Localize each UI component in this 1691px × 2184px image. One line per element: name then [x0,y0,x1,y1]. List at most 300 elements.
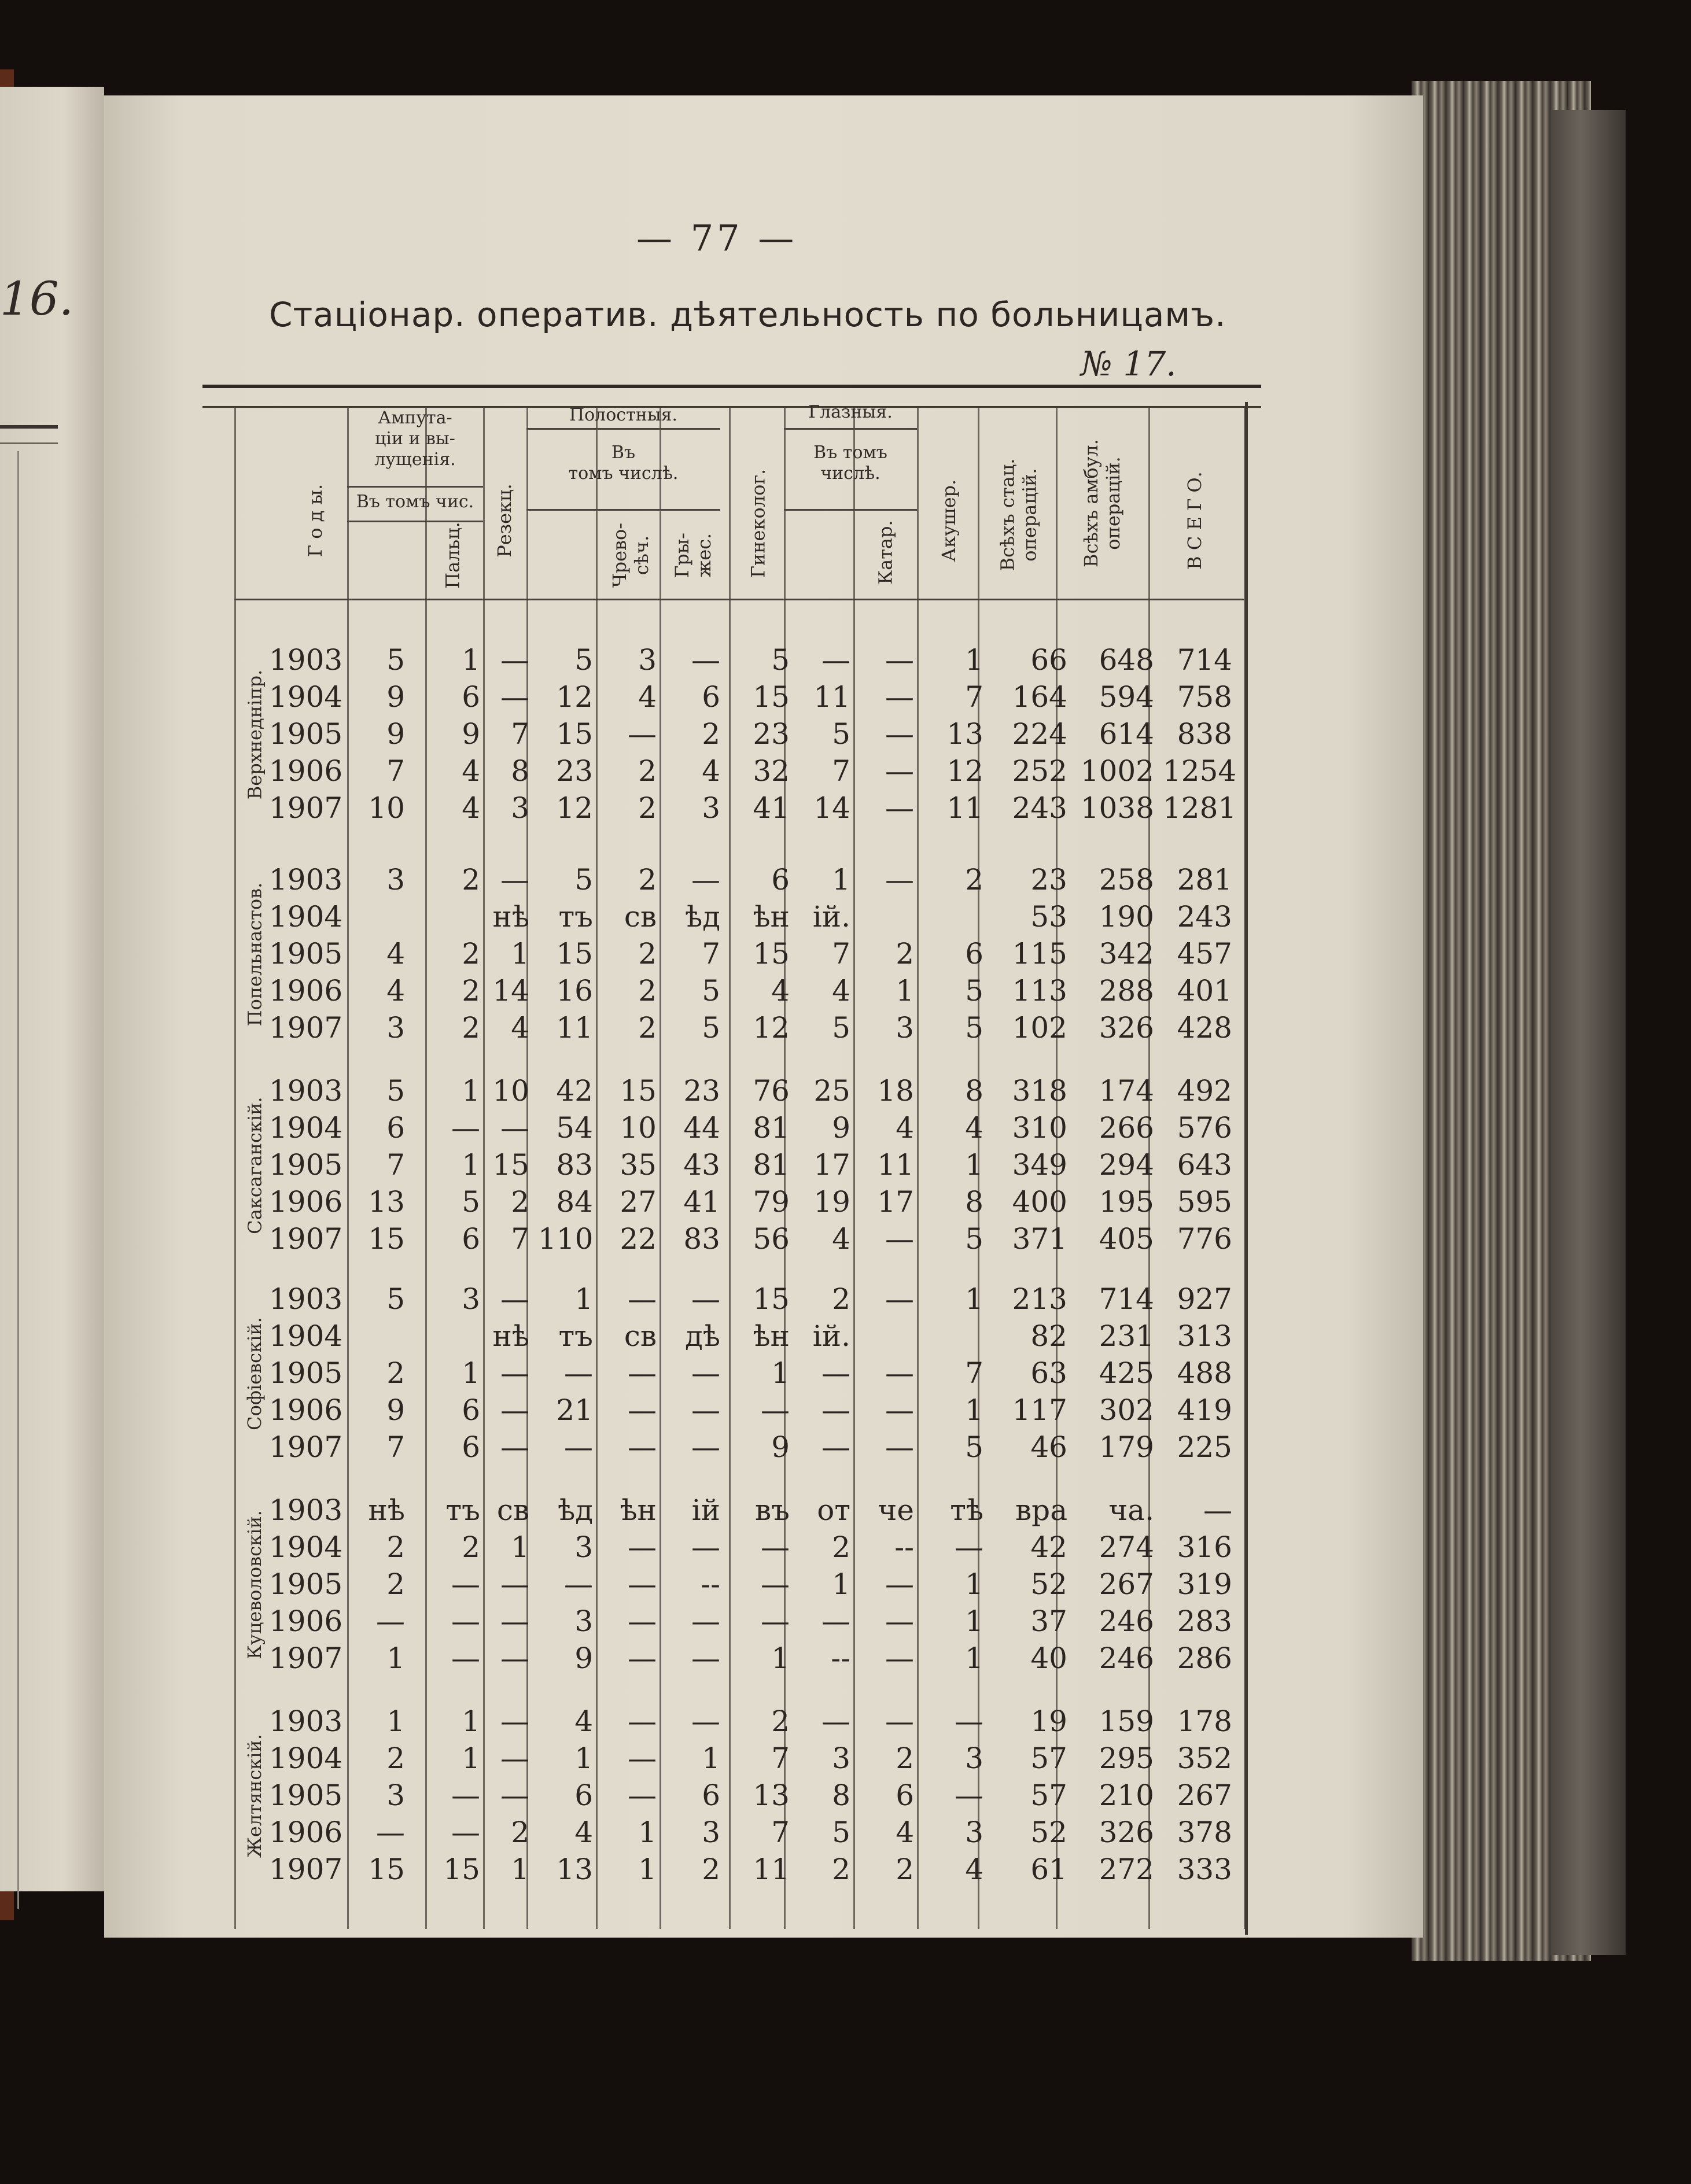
table-cell: — [821,1356,850,1390]
table-cell: 1 [462,643,480,677]
table-cell: 10 [620,1111,657,1145]
left-rule [0,425,58,429]
table-cell: 14 [813,791,850,825]
table-cell: 17 [877,1185,914,1219]
table-cell: 52 [1030,1816,1067,1849]
table-cell: че [878,1493,914,1527]
table-cell: 648 [1099,643,1154,677]
table-cell: 7 [511,717,529,751]
table-cell: — [500,643,529,677]
table-cell: 9 [771,1430,790,1464]
table-cell: — [691,1282,720,1316]
table-cell: — [691,863,720,897]
year-cell: 1903 [269,643,343,677]
left-column-line [17,451,19,1909]
table-right-border [1245,402,1248,1935]
table-cell: 21 [556,1393,593,1427]
table-cell: 15 [556,937,593,971]
table-cell: 54 [556,1111,593,1145]
table-cell: — [885,1222,914,1256]
year-cell: 1905 [269,1356,343,1390]
table-cell: 76 [753,1074,790,1108]
year-cell: 1904 [269,680,343,714]
table-cell: 1 [771,1356,790,1390]
table-cell: св [496,1493,529,1527]
table-cell: -- [831,1641,850,1675]
table-cell: 3 [386,1779,405,1812]
header-amputations-subset: Въ томъ чис. [356,492,474,512]
table-cell: 23 [753,717,790,751]
table-cell: 7 [386,1430,405,1464]
table-cell: — [500,1393,529,1427]
table-cell: — [885,1604,914,1638]
table-cell: 9 [574,1641,593,1675]
table-cell: 3 [702,791,720,825]
table-cell: 40 [1030,1641,1067,1675]
table-cell: 2 [896,937,914,971]
table-cell: 7 [965,680,983,714]
table-cell: 492 [1177,1074,1232,1108]
table-cell: 3 [574,1604,593,1638]
table-cell: 1 [832,1567,850,1601]
table-cell: ій. [812,1319,850,1353]
table-cell: 15 [368,1222,405,1256]
table-cell: 41 [683,1185,720,1219]
table-cell: ѣд [558,1493,593,1527]
table-cell: 4 [965,1853,983,1886]
table-cell: 19 [1030,1705,1067,1738]
table-cell: 4 [386,937,405,971]
table-cell: 272 [1099,1853,1154,1886]
table-cell: нѣ [368,1493,405,1527]
table-cell: 16 [556,974,593,1008]
table-cell: 7 [832,937,850,971]
table-cell: 83 [683,1222,720,1256]
table-cell: 5 [574,643,593,677]
table-cell: — [451,1816,480,1849]
table-cell: — [500,1604,529,1638]
column-divider [853,408,855,1929]
table-cell: 927 [1177,1282,1232,1316]
table-cell: 1 [771,1641,790,1675]
table-cell: — [821,643,850,677]
table-cell: 7 [511,1222,529,1256]
table-cell: 231 [1099,1319,1154,1353]
table-cell: 2 [896,1742,914,1775]
table-cell: 17 [813,1148,850,1182]
table-cell: — [955,1530,983,1564]
table-cell: — [451,1604,480,1638]
table-cell: 6 [462,680,480,714]
table-cell: тъ [445,1493,480,1527]
table-cell: 23 [1030,863,1067,897]
table-cell: 11 [813,680,850,714]
table-cell: 283 [1177,1604,1232,1638]
table-cell: 110 [538,1222,594,1256]
header-cataract: Катар. [874,520,897,585]
table-cell: 4 [896,1816,914,1849]
table-cell: — [761,1567,790,1601]
table-cell: 44 [683,1111,720,1145]
table-cell: св [624,1319,657,1353]
table-cell: 594 [1099,680,1154,714]
table-cell: — [500,1282,529,1316]
previous-page [0,87,104,1891]
table-cell: — [821,1430,850,1464]
header-amputations: Ампута- ціи и вы- лущенія. [374,408,456,470]
table-cell: — [628,1705,657,1738]
header-rule [526,428,720,430]
year-cell: 1903 [269,1282,343,1316]
table-cell: — [691,1641,720,1675]
header-cavity: Полостныя. [569,405,678,425]
table-cell [356,1318,405,1354]
table-cell: 57 [1030,1742,1067,1775]
table-cell: 11 [556,1011,593,1045]
table-cell: 2 [638,1011,657,1045]
table-cell: 2 [896,1853,914,1886]
table-cell: 2 [386,1530,405,1564]
header-total: В С Е Г О. [1183,471,1206,570]
table-cell: 714 [1099,1282,1154,1316]
table-cell: -- [894,1530,914,1564]
header-fingers: Пальц. [441,522,464,589]
table-cell: 15 [753,1282,790,1316]
table-cell: — [691,643,720,677]
header-rule [526,509,720,511]
table-cell: 1 [965,1282,983,1316]
year-cell: 1907 [269,1853,343,1886]
table-cell: 7 [771,1816,790,1849]
table-cell: 1 [511,1530,529,1564]
table-cell [356,899,405,935]
table-cell: 295 [1099,1742,1154,1775]
table-cell: 117 [1012,1393,1067,1427]
page-number: — 77 — [636,217,798,259]
table-cell: 23 [556,754,593,788]
table-cell: 326 [1099,1816,1154,1849]
table-cell: — [885,1356,914,1390]
table-cell [926,899,983,935]
table-cell: — [376,1816,405,1849]
table-cell: св [624,900,657,934]
table-cell: — [691,1530,720,1564]
table-cell: 27 [620,1185,657,1219]
table-cell: 6 [574,1779,593,1812]
table-cell: — [500,1705,529,1738]
table-cell: 15 [753,680,790,714]
table-cell [437,1318,480,1354]
table-cell: — [885,754,914,788]
table-cell: 758 [1177,680,1232,714]
header-cavity-subset: Въ томъ числѣ. [568,442,679,484]
table-cell: 3 [965,1742,983,1775]
table-cell: тѣ [950,1493,983,1527]
table-cell: 11 [946,791,983,825]
table-cell: 352 [1177,1742,1232,1775]
year-cell: 1905 [269,937,343,971]
table-cell: 4 [832,1222,850,1256]
table-cell: 113 [1012,974,1067,1008]
header-rule [784,509,917,511]
table-cell: ій [691,1493,720,1527]
year-cell: 1906 [269,1185,343,1219]
header-all-outpatient: Всѣхъ амбул. операцій. [1080,439,1124,567]
header-all-inpatient: Всѣхъ стац. операцій. [996,458,1040,571]
table-cell: -- [701,1567,720,1601]
column-divider [917,408,919,1929]
table-cell: нѣ [492,900,529,934]
table-cell: 4 [771,974,790,1008]
table-cell: 3 [511,791,529,825]
table-cell: 8 [965,1185,983,1219]
table-cell: — [500,1111,529,1145]
table-cell: 2 [638,791,657,825]
table-cell: 419 [1177,1393,1232,1427]
table-cell: 319 [1177,1567,1232,1601]
table-cell: 3 [896,1011,914,1045]
column-divider [425,408,427,1929]
table-cell: ій. [812,900,850,934]
table-cell: 316 [1177,1530,1232,1564]
table-cell: 13 [753,1779,790,1812]
table-cell: 84 [556,1185,593,1219]
table-cell: 2 [386,1356,405,1390]
table-cell: 7 [771,1742,790,1775]
header-rule [784,428,917,430]
table-cell: 42 [556,1074,593,1108]
page-title: Стаціонар. оператив. дѣятельность по больницамъ. [269,295,1226,334]
year-cell: 1904 [269,1111,343,1145]
table-cell: 13 [556,1853,593,1886]
table-cell: 3 [702,1816,720,1849]
header-resections: Резекц. [493,484,515,558]
table-cell: 4 [638,680,657,714]
table-cell: 243 [1177,900,1232,934]
header-hernia: Гры- жес. [670,533,715,578]
table-cell: 4 [511,1011,529,1045]
table-cell: 53 [1030,900,1067,934]
header-eye: Глазныя. [808,402,893,422]
table-cell: 63 [1030,1356,1067,1390]
table-cell: 286 [1177,1641,1232,1675]
table-cell: 1002 [1080,754,1154,788]
table-cell: 6 [702,680,720,714]
table-cell: 8 [511,754,529,788]
table-cell: тъ [558,900,593,934]
table-cell: 2 [638,937,657,971]
table-cell: 342 [1099,937,1154,971]
table-cell: 61 [1030,1853,1067,1886]
year-cell: 1905 [269,1567,343,1601]
left-page-number: 16. [0,272,74,326]
table-cell: 164 [1012,680,1067,714]
table-cell: 371 [1012,1222,1067,1256]
table-cell: — [500,1356,529,1390]
table-cell: 2 [832,1282,850,1316]
table-cell: 4 [574,1816,593,1849]
table-cell: 102 [1012,1011,1067,1045]
table-cell: 7 [832,754,850,788]
table-cell: 15 [753,937,790,971]
table-cell: 294 [1099,1148,1154,1182]
table-cell: 13 [368,1185,405,1219]
year-cell: 1904 [269,1319,343,1353]
table-cell: — [691,1430,720,1464]
table-cell: 15 [556,717,593,751]
table-cell: 1 [462,1742,480,1775]
table-cell: 4 [574,1705,593,1738]
table-cell: — [564,1567,593,1601]
table-cell: 115 [1012,937,1067,971]
table-cell: — [885,1393,914,1427]
table-cell: 66 [1030,643,1067,677]
year-cell: 1903 [269,1705,343,1738]
table-cell: 57 [1030,1779,1067,1812]
book-cover [1550,110,1626,1955]
table-cell: 252 [1012,754,1067,788]
table-cell: — [451,1641,480,1675]
table-cell [856,899,914,935]
table-cell: — [885,1641,914,1675]
hospital-name: Попельнастов. [243,882,266,1027]
table-cell: 4 [702,754,720,788]
table-cell: 5 [965,1011,983,1045]
table-cell: 1281 [1163,791,1237,825]
table-cell: 2 [462,937,480,971]
hospital-name: Верхнедніпр. [243,669,266,800]
table-cell: 195 [1099,1185,1154,1219]
table-cell: 313 [1177,1319,1232,1353]
table-cell: 333 [1177,1853,1232,1886]
table-cell: — [451,1567,480,1601]
table-cell: 4 [965,1111,983,1145]
table-cell: 318 [1012,1074,1067,1108]
table-cell: — [628,1742,657,1775]
table-cell: — [500,1567,529,1601]
table-cell: въ [755,1493,790,1527]
table-cell: — [885,1282,914,1316]
table-cell: 5 [702,974,720,1008]
table-cell: ѣн [620,1493,657,1527]
table-cell: 1254 [1163,754,1237,788]
header-obstetrics: Акушер. [938,479,960,562]
table-cell: 1 [965,643,983,677]
table-cell: 7 [965,1356,983,1390]
table-cell: 210 [1099,1779,1154,1812]
year-cell: 1907 [269,1641,343,1675]
year-cell: 1904 [269,1530,343,1564]
year-cell: 1907 [269,791,343,825]
table-cell: 2 [702,1853,720,1886]
table-cell: 11 [877,1148,914,1182]
table-top-rule [202,385,1261,388]
hospital-name: Саксаганскій. [244,1097,266,1234]
table-cell [926,1318,983,1354]
table-cell: 5 [965,1430,983,1464]
table-cell: — [628,1430,657,1464]
table-cell: — [691,1604,720,1638]
table-cell: 401 [1177,974,1232,1008]
table-cell: 5 [771,643,790,677]
table-cell: 159 [1099,1705,1154,1738]
table-cell: 5 [386,1282,405,1316]
table-cell: — [628,1604,657,1638]
table-cell: 2 [462,974,480,1008]
table-cell: 41 [753,791,790,825]
table-cell: 225 [1177,1430,1232,1464]
table-cell: ѣн [753,900,790,934]
table-cell: — [885,717,914,751]
table-cell: 83 [556,1148,593,1182]
column-divider [234,408,236,1929]
column-divider [483,408,485,1929]
table-cell: 5 [832,1816,850,1849]
table-cell: 8 [965,1074,983,1108]
table-cell: 11 [753,1853,790,1886]
table-cell: 6 [771,863,790,897]
table-cell: 3 [832,1742,850,1775]
table-cell: — [628,1356,657,1390]
table-cell: — [451,1779,480,1812]
table-cell: 5 [832,717,850,751]
table-cell: 2 [638,974,657,1008]
table-cell: 281 [1177,863,1232,897]
table-cell: 246 [1099,1604,1154,1638]
table-cell: 178 [1177,1705,1232,1738]
table-cell: 274 [1099,1530,1154,1564]
table-cell: ча. [1108,1493,1154,1527]
table-cell: 52 [1030,1567,1067,1601]
table-cell: 1 [462,1074,480,1108]
table-cell: — [500,863,529,897]
table-cell: — [691,1393,720,1427]
table-cell: 25 [813,1074,850,1108]
table-cell: 4 [462,791,480,825]
table-cell: — [500,1742,529,1775]
table-cell: — [821,1705,850,1738]
table-cell: 12 [946,754,983,788]
year-cell: 1907 [269,1222,343,1256]
table-cell: 614 [1099,717,1154,751]
table-cell: — [821,1393,850,1427]
table-cell: 13 [946,717,983,751]
table-cell: 1 [965,1393,983,1427]
table-cell: — [564,1430,593,1464]
table-cell: — [761,1530,790,1564]
year-cell: 1905 [269,1148,343,1182]
table-cell: 1 [638,1853,657,1886]
table-cell: дѣ [685,1319,720,1353]
table-cell: 267 [1099,1567,1154,1601]
year-cell: 1906 [269,1604,343,1638]
table-cell: 428 [1177,1011,1232,1045]
table-cell: 5 [965,974,983,1008]
year-cell: 1906 [269,1816,343,1849]
table-cell: 3 [574,1530,593,1564]
table-cell: — [761,1604,790,1638]
table-cell: 1 [511,1853,529,1886]
table-cell: 6 [462,1430,480,1464]
table-cell: 3 [386,863,405,897]
table-cell: 22 [620,1222,657,1256]
table-cell: 258 [1099,863,1154,897]
table-cell: 2 [462,1530,480,1564]
table-cell: — [1203,1493,1232,1527]
year-cell: 1904 [269,1742,343,1775]
table-cell: вра [1015,1493,1067,1527]
table-cell: 2 [832,1853,850,1886]
